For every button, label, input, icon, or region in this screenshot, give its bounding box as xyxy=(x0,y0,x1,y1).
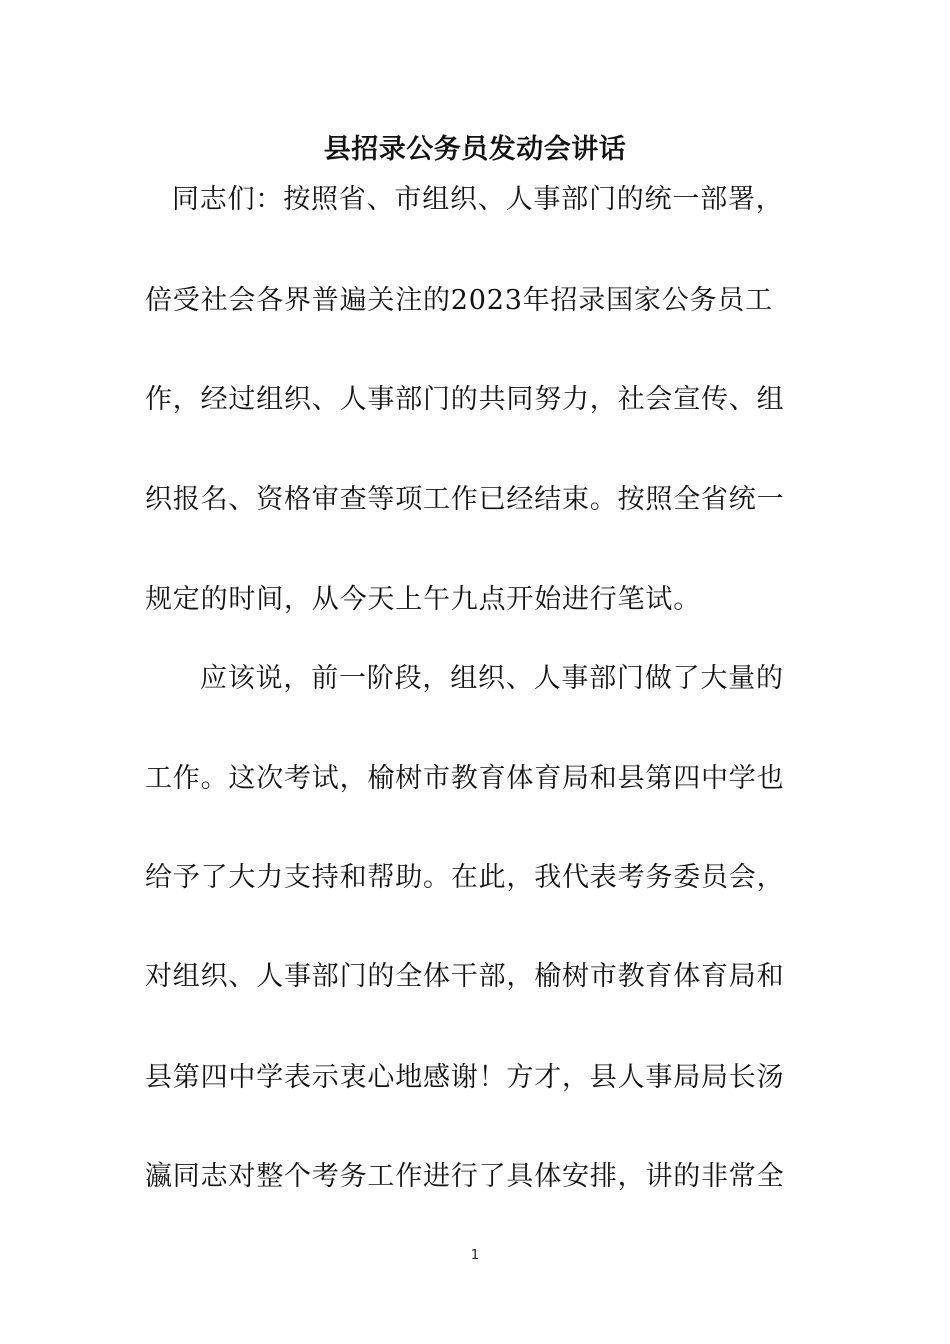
paragraph-line: 织报名、资格审查等项工作已经结束。按照全省统一 xyxy=(145,484,785,515)
paragraph-line: 倍受社会各界普遍关注的2023年招录国家公务员工 xyxy=(145,285,773,316)
paragraph-line: 瀛同志对整个考务工作进行了具体安排，讲的非常全 xyxy=(145,1161,785,1192)
page-number: 1 xyxy=(470,1248,480,1263)
document-title: 县招录公务员发动会讲话 xyxy=(323,134,627,165)
paragraph-line: 给予了大力支持和帮助。在此，我代表考务委员会， xyxy=(145,862,785,893)
paragraph-line: 作，经过组织、人事部门的共同努力，社会宣传、组 xyxy=(145,384,785,415)
paragraph-line: 规定的时间，从今天上午九点开始进行笔试。 xyxy=(145,584,701,615)
paragraph-line: 对组织、人事部门的全体干部，榆树市教育体育局和 xyxy=(145,961,785,992)
paragraph-line: 工作。这次考试，榆树市教育体育局和县第四中学也 xyxy=(145,763,785,794)
paragraph-line: 县第四中学表示衷心地感谢！方才，县人事局局长汤 xyxy=(145,1062,785,1093)
paragraph-line: 应该说，前一阶段，组织、人事部门做了大量的 xyxy=(200,663,784,694)
paragraph-line: 同志们：按照省、市组织、人事部门的统一部署， xyxy=(172,184,784,215)
